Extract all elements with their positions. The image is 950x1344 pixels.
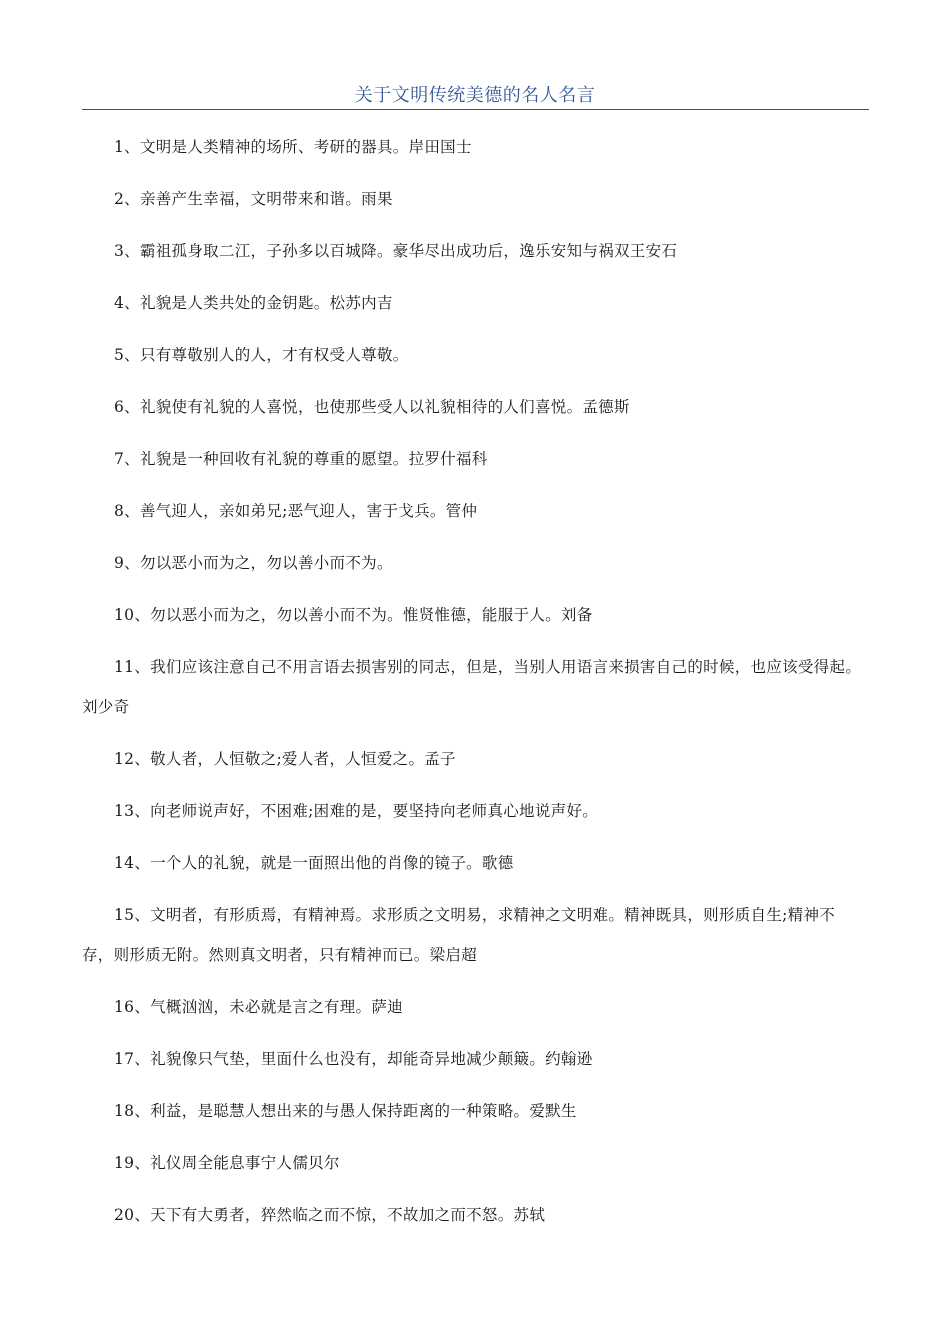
quote-item: 8、善气迎人，亲如弟兄;恶气迎人，害于戈兵。管仲 [114, 502, 478, 520]
quote-item: 7、礼貌是一种回收有礼貌的尊重的愿望。拉罗什福科 [114, 450, 488, 468]
quote-item: 10、勿以恶小而为之，勿以善小而不为。惟贤惟德，能服于人。刘备 [114, 606, 593, 624]
quote-item: 6、礼貌使有礼貌的人喜悦，也使那些受人以礼貌相待的人们喜悦。孟德斯 [114, 398, 630, 416]
quote-item: 5、只有尊敬别人的人，才有权受人尊敬。 [114, 346, 409, 364]
quote-item: 14、一个人的礼貌，就是一面照出他的肖像的镜子。歌德 [114, 854, 514, 872]
quote-item: 11、我们应该注意自己不用言语去损害别的同志，但是，当别人用语言来损害自己的时候，也应该受得起。刘少奇 [82, 658, 862, 716]
quote-item: 20、天下有大勇者，猝然临之而不惊，不故加之而不怒。苏轼 [114, 1206, 546, 1224]
quote-item: 16、气概汹汹，未必就是言之有理。萨迪 [114, 998, 403, 1016]
quote-item: 4、礼貌是人类共处的金钥匙。松苏内吉 [114, 294, 393, 312]
quote-item: 12、敬人者，人恒敬之;爱人者，人恒爱之。孟子 [114, 750, 456, 768]
quote-item: 1、文明是人类精神的场所、考研的器具。岸田国士 [114, 138, 472, 156]
quote-item: 18、利益，是聪慧人想出来的与愚人保持距离的一种策略。爱默生 [114, 1102, 577, 1120]
quote-item: 17、礼貌像只气垫，里面什么也没有，却能奇异地减少颠簸。约翰逊 [114, 1050, 593, 1068]
quote-item: 13、向老师说声好，不困难;困难的是，要坚持向老师真心地说声好。 [114, 802, 599, 820]
title-divider [82, 109, 869, 110]
quote-item: 2、亲善产生幸福，文明带来和谐。雨果 [114, 190, 393, 208]
quote-item: 9、勿以恶小而为之，勿以善小而不为。 [114, 554, 393, 572]
quote-item: 15、文明者，有形质焉，有精神焉。求形质之文明易，求精神之文明难。精神既具，则形质自生;精神不存，则形质无附。然则真文明者，只有精神而已。梁启超 [82, 906, 836, 964]
quote-item: 3、霸祖孤身取二江，子孙多以百城降。豪华尽出成功后，逸乐安知与祸双王安石 [114, 242, 678, 260]
quote-list [82, 127, 862, 1247]
document-title: 关于文明传统美德的名人名言 [354, 85, 596, 106]
quote-item: 19、礼仪周全能息事宁人儒贝尔 [114, 1154, 340, 1172]
